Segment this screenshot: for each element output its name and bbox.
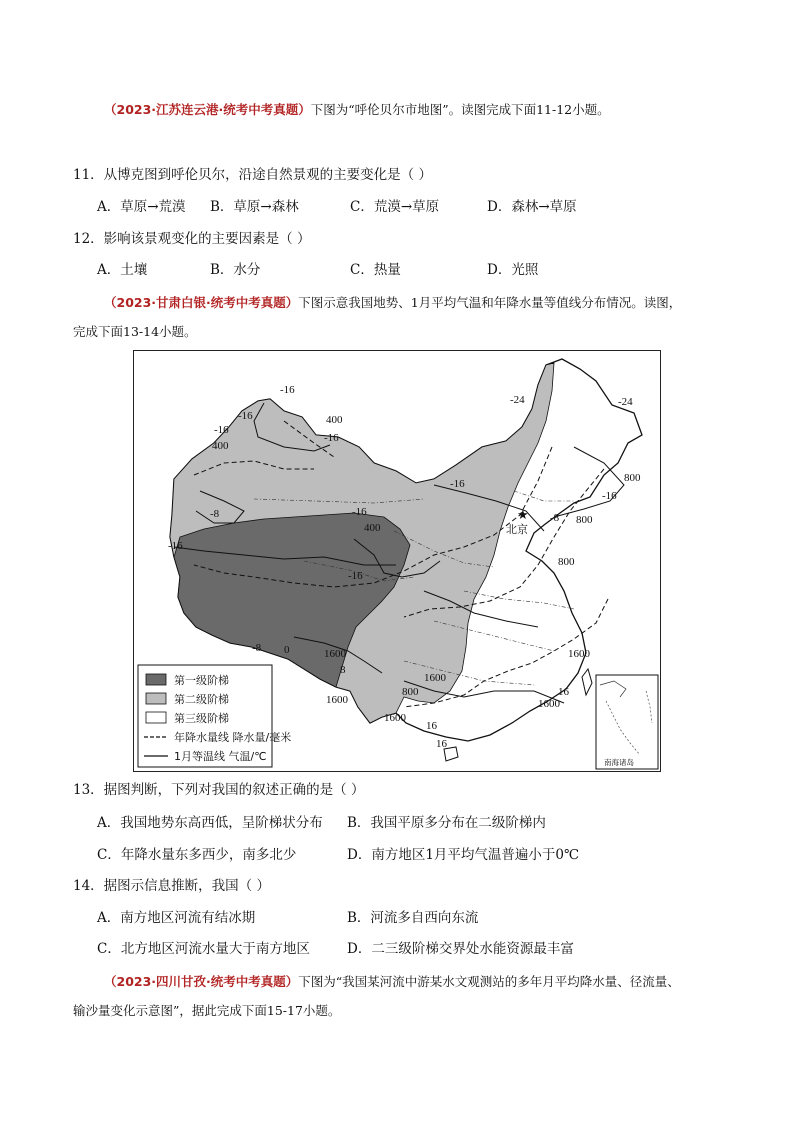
china-terrain-map: [133, 350, 661, 772]
q14-option-b[interactable]: B．河流多自西向东流: [347, 910, 479, 926]
isoline-label: 800: [624, 472, 641, 484]
isoline-label: 1600: [384, 712, 406, 724]
intro-text: 下图为“我国某河流中游某水文观测站的多年月平均降水量、径流量、: [298, 974, 680, 989]
isoline-label: 1600: [568, 648, 590, 660]
isoline-label: -16: [214, 424, 229, 436]
isoline-label: 1600: [538, 698, 560, 710]
q14-option-d[interactable]: D．二三级阶梯交界处水能资源最丰富: [347, 941, 574, 957]
isoline-label: -16: [450, 478, 465, 490]
q11-option-b[interactable]: B．草原→森林: [210, 199, 299, 215]
legend-label-temp: 1月等温线 气温/℃: [174, 750, 267, 763]
q12-option-b[interactable]: B．水分: [210, 262, 261, 278]
isoline-label: -8: [550, 512, 560, 524]
isoline-label: -16: [348, 570, 363, 582]
question-13-stem: 13．据图判断，下列对我国的叙述正确的是（ ）: [73, 782, 365, 798]
map-legend: [138, 665, 291, 767]
q13-option-a[interactable]: A．我国地势东高西低，呈阶梯状分布: [97, 815, 323, 831]
q13-option-b[interactable]: B．我国平原多分布在二级阶梯内: [347, 815, 546, 831]
q13-option-d[interactable]: D．南方地区1月平均气温普遍小于0℃: [347, 847, 580, 863]
taiwan-island: [582, 669, 592, 695]
south-china-sea-inset: [596, 675, 658, 769]
isoline-label: 16: [558, 686, 569, 698]
q11-option-c[interactable]: C．荒漠→草原: [350, 199, 440, 215]
intro-15-17: [104, 968, 680, 996]
source-tag: （2023·江苏连云港·统考中考真题）: [104, 102, 311, 117]
isoline-label: -8: [252, 642, 262, 654]
legend-label-step2: 第二级阶梯: [174, 693, 229, 706]
beijing-label: 北京: [506, 524, 528, 536]
q14-option-c[interactable]: C．北方地区河流水量大于南方地区: [97, 941, 310, 957]
intro-text: 下图为“呼伦贝尔市地图”。读图完成下面11-12小题。: [310, 102, 610, 117]
question-14-stem: 14．据图示信息推断，我国（ ）: [73, 878, 270, 894]
isoline-label: 1600: [326, 694, 348, 706]
source-tag: （2023·四川甘孜·统考中考真题）: [104, 974, 299, 989]
intro-13-14: [104, 289, 681, 317]
q12-option-d[interactable]: D．光照: [487, 262, 539, 278]
isoline-label: -24: [618, 396, 633, 408]
isoline-label: 800: [402, 686, 419, 698]
q11-option-a[interactable]: A．草原→荒漠: [97, 199, 186, 215]
isoline-label: -16: [602, 490, 617, 502]
question-11-stem: 11．从博克图到呼伦贝尔，沿途自然景观的主要变化是（ ）: [73, 167, 432, 183]
isoline-label: -16: [280, 384, 295, 396]
intro-15-17-line2: 输沙量变化示意图”，据此完成下面15-17小题。: [73, 1003, 341, 1018]
q14-option-a[interactable]: A．南方地区河流有结冰期: [97, 910, 256, 926]
isoline-label: -16: [352, 506, 367, 518]
q12-option-c[interactable]: C．热量: [350, 262, 401, 278]
isoline-label: 8: [340, 664, 346, 676]
intro-text: 下图示意我国地势、1月平均气温和年降水量等值线分布情况。读图，: [298, 295, 682, 310]
legend-label-precip: 年降水量线 降水量/毫米: [174, 731, 292, 744]
beijing-star: ★: [517, 508, 529, 523]
isoline-label: 16: [426, 720, 437, 732]
question-12-stem: 12．影响该景观变化的主要因素是（ ）: [73, 231, 311, 247]
intro-13-14-line2: 完成下面13-14小题。: [73, 324, 197, 339]
isoline-label: -8: [210, 508, 220, 520]
legend-label-step3: 第三级阶梯: [174, 712, 229, 725]
source-tag: （2023·甘肃白银·统考中考真题）: [104, 295, 299, 310]
intro-11-12: [104, 96, 610, 124]
q13-option-c[interactable]: C．年降水量东多西少，南多北少: [97, 847, 297, 863]
isoline-label: -16: [238, 410, 253, 422]
isoline-label: 16: [436, 738, 447, 750]
isoline-label: 400: [326, 414, 343, 426]
legend-swatch-step3: [146, 712, 166, 723]
isoline-label: -16: [324, 432, 339, 444]
isoline-label: 800: [576, 514, 593, 526]
q11-option-d[interactable]: D．森林→草原: [487, 199, 577, 215]
isoline-label: 400: [364, 522, 381, 534]
legend-label-step1: 第一级阶梯: [174, 674, 229, 687]
isoline-label: 800: [558, 556, 575, 568]
q12-option-a[interactable]: A．土壤: [97, 262, 148, 278]
isoline-label: -16: [168, 540, 183, 552]
isoline-label: 0: [284, 644, 290, 656]
isoline-label: 1600: [324, 648, 346, 660]
isoline-label: 1600: [424, 672, 446, 684]
isoline-label: -24: [510, 394, 525, 406]
legend-swatch-step2: [146, 693, 166, 704]
inset-label: 南海诸岛: [604, 758, 634, 767]
isoline-label: 400: [212, 440, 229, 452]
legend-swatch-step1: [146, 674, 166, 685]
